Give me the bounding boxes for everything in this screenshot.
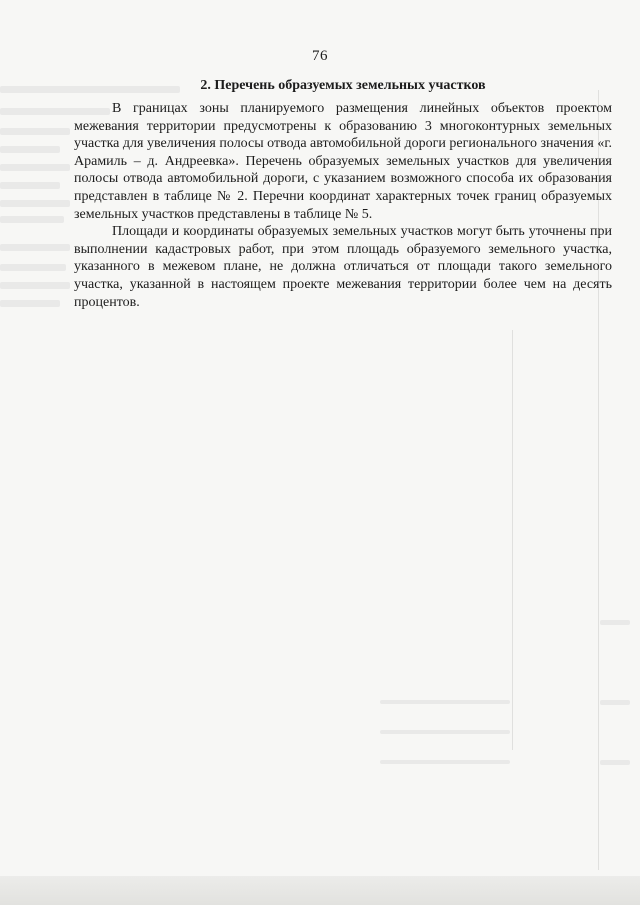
bleed-through-line [0,182,60,189]
bleed-through-line [380,760,510,764]
bleed-through-line [0,164,70,171]
paragraph: Площади и координаты образуемых земельных участков могут быть уточнены при выполнении кадастровых работ, при этом площадь образуемого земельного участка, указанного в межевом плане, не должна отличаться от площади такого земельного участка, указанной в настоящем проекте межевания территории более чем на десять процентов. [74,224,612,310]
scan-bottom-edge [0,876,640,905]
page-number: 76 [312,48,328,64]
bleed-through-line [0,300,60,307]
paragraph: В границах зоны планируемого размещения линейных объектов проектом межевания территории предусмотрены к образованию 3 многоконтурных земельных участка для увеличения полосы отвода автомобильной дороги регионального значения «г. Арамиль – д. Андреевка». Перечень образуемых земельных участков для увеличения полосы отвода автомобильной дороги, с указанием возможного способа их образования представлен в таблице № 2. Перечни координат характерных точек границ образуемых земельных участков представлены в таблице № 5. [74,101,612,222]
section-title: 2. Перечень образуемых земельных участков [200,78,486,93]
bleed-through-line [0,146,60,153]
bleed-through-line [380,730,510,734]
bleed-through-line [600,620,630,625]
bleed-through-line [0,244,70,251]
bleed-through-line [0,200,70,207]
bleed-through-line [600,700,630,705]
bleed-through-line [0,282,70,289]
bleed-through-line [380,700,510,704]
bleed-through-line [0,128,70,135]
bleed-through-line [600,760,630,765]
bleed-through-line [0,216,64,223]
bleed-through-line [0,264,66,271]
bleed-through-rule [512,330,513,750]
body-text [74,100,612,311]
